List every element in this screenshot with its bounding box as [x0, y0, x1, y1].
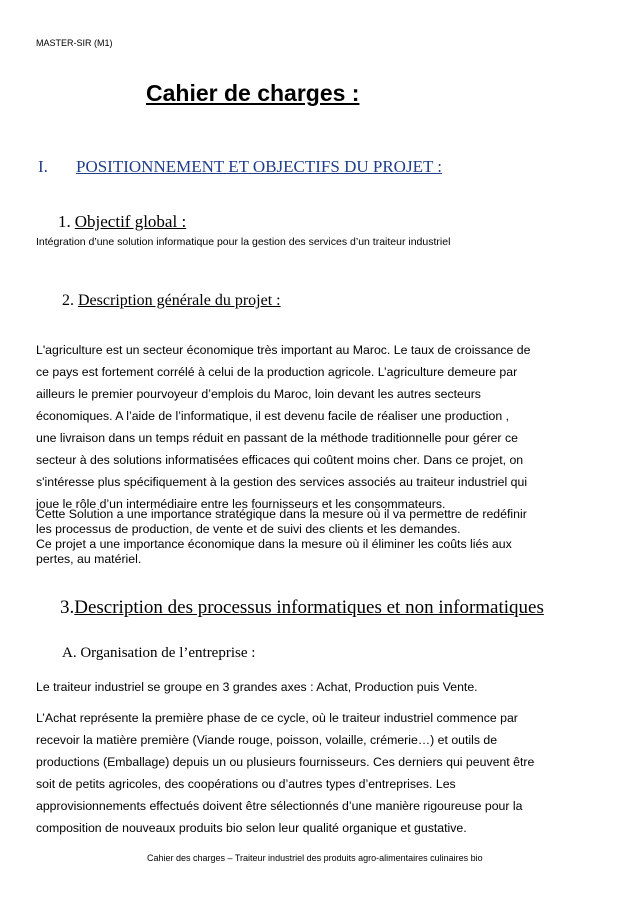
- document-title: Cahier de charges :: [146, 80, 360, 106]
- subheading-objectif-number: 1.: [58, 212, 71, 231]
- paragraph-line: composition de nouveaux produits bio selon leur qualité organique et gustative.: [36, 821, 467, 835]
- paragraph-line: productions (Emballage) depuis un ou plusieurs fournisseurs. Ces derniers qui peuvent être: [36, 755, 535, 769]
- paragraph-line: pertes, au matériel.: [36, 552, 142, 566]
- subheading-processus-title: Description des processus informatiques et non informatiques: [74, 597, 544, 618]
- objectif-text: Intégration d’une solution informatique pour la gestion des services d’un traiteur industriel: [36, 236, 451, 248]
- subheading-description: [62, 292, 281, 310]
- description-paragraph-1: [36, 339, 608, 515]
- section-title: POSITIONNEMENT ET OBJECTIFS DU PROJET :: [76, 157, 443, 176]
- subheading-objectif: [58, 212, 186, 232]
- subheading-organisation: A. Organisation de l’entreprise :: [62, 645, 256, 661]
- paragraph-line: secteur à des solutions informatisées efficaces qui coûtent moins cher. Dans ce projet, on: [36, 453, 524, 467]
- paragraph-line: soit de petits agricoles, des coopérations ou d’autres types d’entreprises. Les: [36, 777, 456, 791]
- subheading-objectif-title: Objectif global :: [74, 212, 187, 231]
- paragraph-line: approvisionnements effectués doivent être sélectionnés d’une manière rigoureuse pour la: [36, 799, 523, 813]
- subheading-processus: [60, 597, 544, 619]
- subheading-processus-number: 3.: [60, 597, 75, 618]
- paragraph-line: L’Achat représente la première phase de ce cycle, où le traiteur industriel commence par: [36, 711, 518, 725]
- page-header: MASTER-SIR (M1): [36, 38, 113, 48]
- section-number: I.: [38, 157, 48, 176]
- paragraph-line: ailleurs le premier pourvoyeur d’emplois du Maroc, loin devant les autres secteurs: [36, 387, 481, 401]
- organisation-paragraph-1: Le traiteur industriel se groupe en 3 grandes axes : Achat, Production puis Vente.: [36, 680, 478, 694]
- paragraph-line: une livraison dans un temps réduit en passant de la méthode traditionnelle pour gérer ce: [36, 431, 518, 445]
- paragraph-line: recevoir la matière première (Viande rouge, poisson, volaille, crémerie…) et outils de: [36, 733, 498, 747]
- paragraph-line: économiques. A l’aide de l’informatique, il est devenu facile de réaliser une production ,: [36, 409, 510, 423]
- paragraph-line: joue le rôle d’un intermédiaire entre les fournisseurs et les consommateurs.: [36, 497, 446, 511]
- paragraph-line: les processus de production, de vente et de suivi des clients et les demandes.: [36, 522, 461, 536]
- paragraph-line: s'intéresse plus spécifiquement à la gestion des services associés au traiteur industriel qui: [36, 475, 528, 489]
- page-footer: Cahier des charges – Traiteur industriel des produits agro-alimentaires culinaires bio: [147, 853, 483, 863]
- paragraph-line: ce pays est fortement corrélé à celui de la production agricole. L’agriculture demeure par: [36, 365, 518, 379]
- subheading-description-number: 2.: [62, 292, 74, 309]
- section-heading: [38, 157, 442, 177]
- paragraph-line: Cette Solution a une importance stratégique dans la mesure où il va permettre de redéfinir: [36, 507, 527, 521]
- organisation-paragraph-2: [36, 707, 608, 839]
- subheading-description-title: Description générale du projet :: [78, 292, 281, 309]
- paragraph-line: L'agriculture est un secteur économique très important au Maroc. Le taux de croissance de: [36, 343, 531, 357]
- description-paragraph-2: [36, 507, 608, 567]
- paragraph-line: Ce projet a une importance économique dans la mesure où il éliminer les coûts liés aux: [36, 537, 512, 551]
